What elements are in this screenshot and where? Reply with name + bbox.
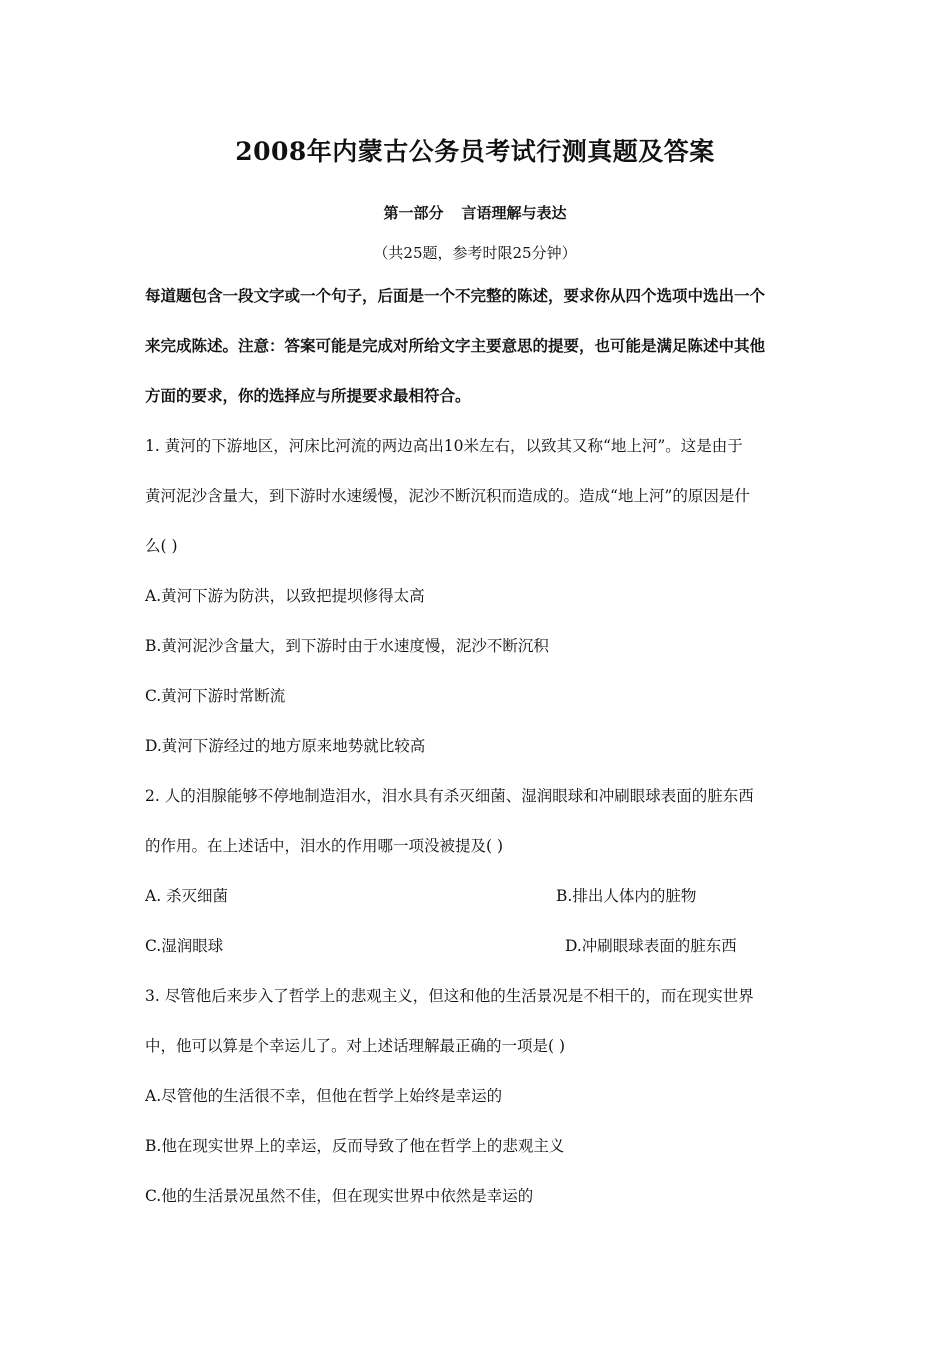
question-1-option-a: A.黄河下游为防洪，以致把提坝修得太高	[145, 587, 425, 605]
question-1-option-b: B.黄河泥沙含量大，到下游时由于水速度慢，泥沙不断沉积	[145, 637, 549, 655]
section-name: 言语理解与表达	[461, 204, 567, 222]
question-2-option-d: D.冲刷眼球表面的脏东西	[565, 937, 737, 955]
section-heading	[0, 202, 950, 223]
question-3-line: 中，他可以算是个幸运儿了。对上述话理解最正确的一项是( )	[145, 1037, 566, 1055]
question-1-line: 黄河泥沙含量大，到下游时水速缓慢，泥沙不断沉积而造成的。造成“地上河”的原因是什	[145, 487, 750, 505]
instruction-line: 来完成陈述。注意：答案可能是完成对所给文字主要意思的提要，也可能是满足陈述中其他	[145, 336, 766, 355]
question-2-line: 的作用。在上述话中，泪水的作用哪一项没被提及( )	[145, 837, 504, 855]
question-3-line: 3. 尽管他后来步入了哲学上的悲观主义，但这和他的生活景况是不相干的，而在现实世界	[145, 987, 754, 1005]
question-1-option-c: C.黄河下游时常断流	[145, 687, 286, 705]
instruction-line: 方面的要求，你的选择应与所提要求最相符合。	[145, 386, 471, 405]
question-3-option-a: A.尽管他的生活很不幸，但他在哲学上始终是幸运的	[145, 1087, 503, 1105]
question-2-option-c: C.湿润眼球	[145, 937, 224, 955]
question-2-line: 2. 人的泪腺能够不停地制造泪水，泪水具有杀灭细菌、湿润眼球和冲刷眼球表面的脏东西	[145, 787, 754, 805]
question-2-option-a: A. 杀灭细菌	[145, 887, 229, 905]
question-3-option-c: C.他的生活景况虽然不佳，但在现实世界中依然是幸运的	[145, 1187, 534, 1205]
question-3-option-b: B.他在现实世界上的幸运，反而导致了他在哲学上的悲观主义	[145, 1137, 565, 1155]
question-1-option-d: D.黄河下游经过的地方原来地势就比较高	[145, 737, 426, 755]
time-limit-note: （共25题，参考时限25分钟）	[373, 244, 577, 262]
question-1-line: 么( )	[145, 537, 178, 555]
instruction-line: 每道题包含一段文字或一个句子，后面是一个不完整的陈述，要求你从四个选项中选出一个	[145, 286, 766, 305]
document-title: 2008年内蒙古公务员考试行测真题及答案	[235, 137, 715, 166]
question-1-line: 1. 黄河的下游地区，河床比河流的两边高出10米左右，以致其又称“地上河”。这是由于	[145, 437, 743, 455]
question-2-option-b: B.排出人体内的脏物	[556, 887, 697, 905]
section-part: 第一部分	[383, 204, 444, 222]
